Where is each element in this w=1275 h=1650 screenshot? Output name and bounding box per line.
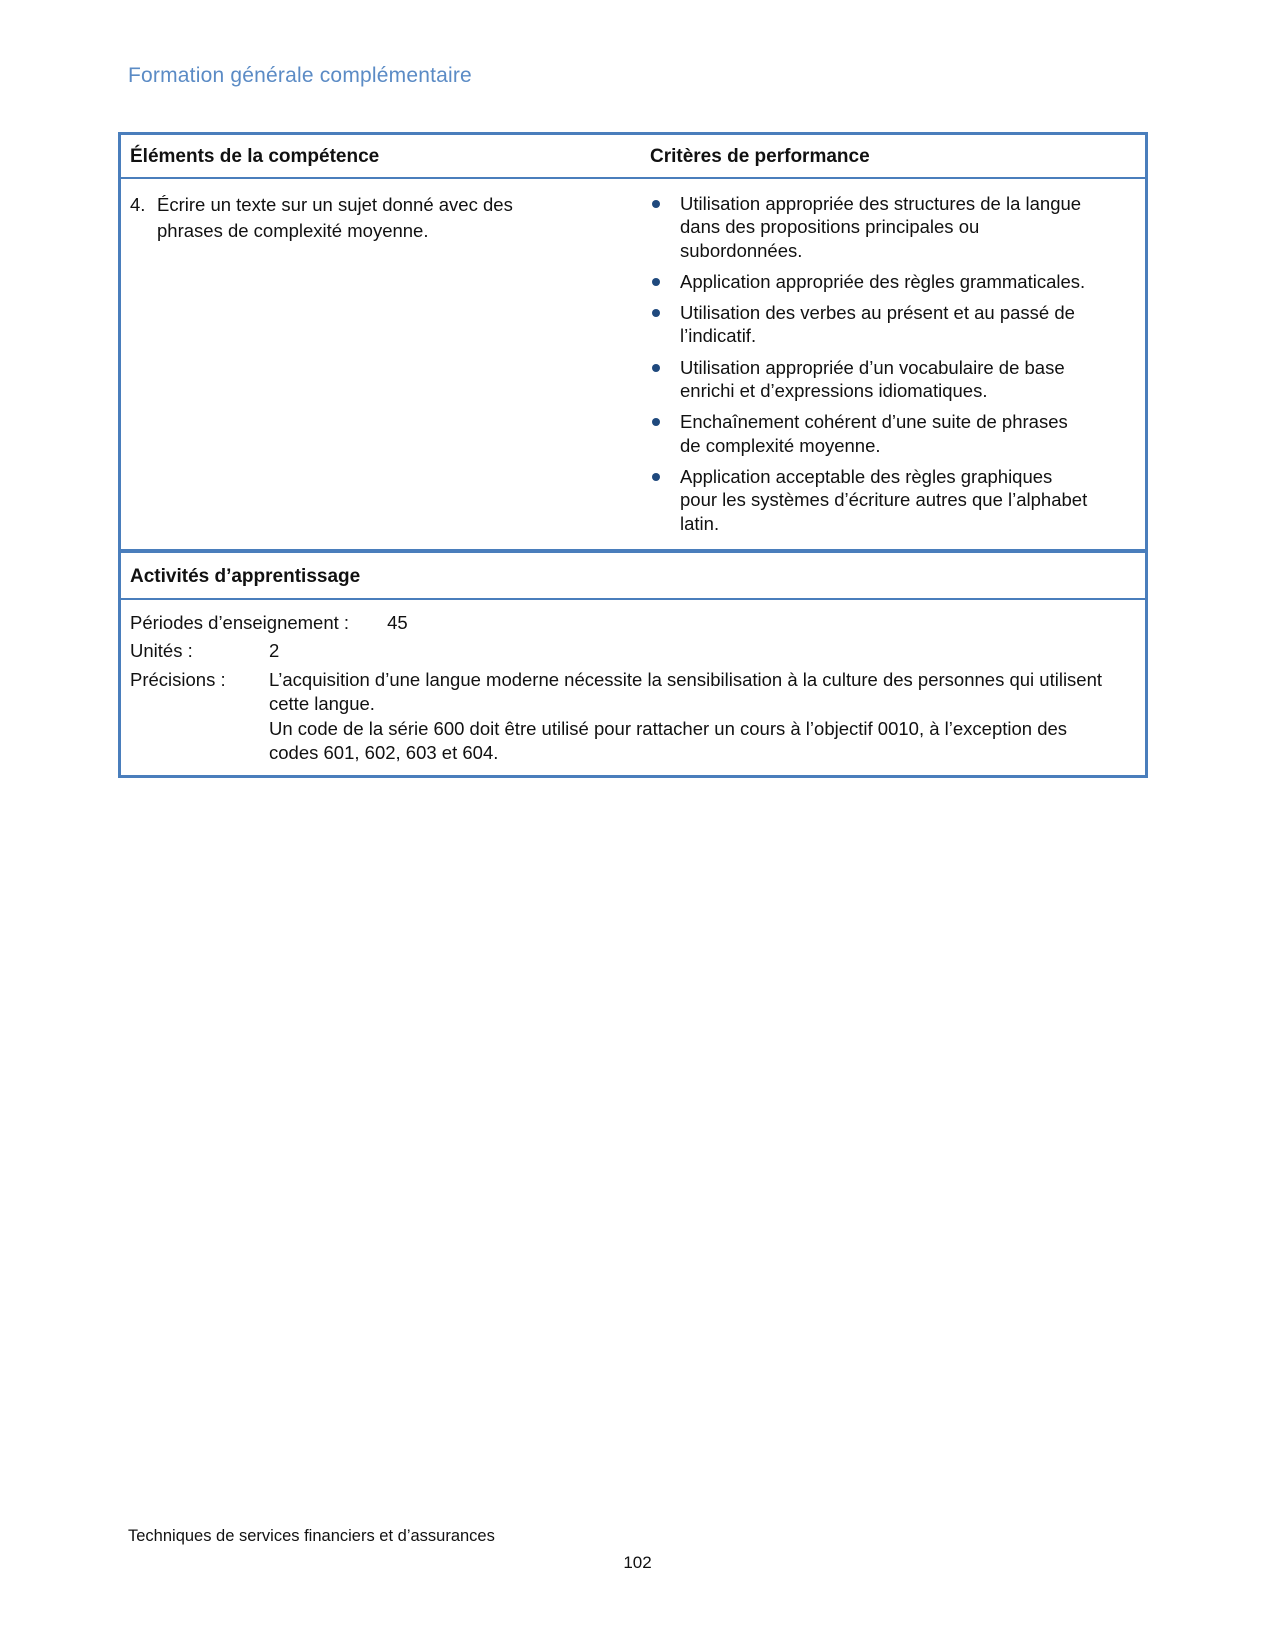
- running-header: Formation générale complémentaire: [128, 64, 472, 87]
- element-number: 4.: [130, 194, 146, 215]
- page-number: 102: [623, 1553, 652, 1572]
- precisions-paragraph-1: L’acquisition d’une langue moderne nécessite la sensibilisation à la culture des personnes qui utilisent cette langue.: [269, 668, 1103, 715]
- activities-header: Activités d’apprentissage: [121, 553, 1145, 600]
- criteria-cell: [650, 179, 1145, 549]
- bullet-icon: [650, 465, 680, 535]
- list-item: [650, 465, 1090, 535]
- activities-box: [118, 550, 1148, 778]
- list-item: [650, 192, 1090, 262]
- criterion-text: Utilisation des verbes au présent et au passé de l’indicatif.: [680, 302, 1075, 347]
- element-cell: [121, 179, 650, 549]
- criterion-text: Application acceptable des règles graphiques pour les systèmes d’écriture autres que l’alphabet latin.: [680, 465, 1088, 534]
- list-item: [650, 270, 1090, 293]
- competence-table-body-row: [121, 179, 1145, 549]
- criteria-list: [650, 192, 1090, 535]
- periods-label: Périodes d’enseignement :: [130, 612, 350, 633]
- bullet-icon: [650, 192, 680, 262]
- units-value: 2: [269, 640, 280, 662]
- precisions-paragraph-2: Un code de la série 600 doit être utilisé pour rattacher un cours à l’objectif 0010, à l’exception des codes 601, 602, 603 et 604.: [269, 717, 1068, 764]
- criterion-text: Enchaînement cohérent d’une suite de phrases de complexité moyenne.: [680, 411, 1068, 456]
- list-item: [650, 410, 1090, 457]
- list-item: [650, 356, 1090, 403]
- footer-program-title: Techniques de services financiers et d’assurances: [128, 1527, 495, 1545]
- column-header-elements: Éléments de la compétence: [130, 146, 380, 167]
- precisions-row: [130, 668, 1115, 766]
- units-label: Unités :: [130, 640, 193, 662]
- element-text: Écrire un texte sur un sujet donné avec des phrases de complexité moyenne.: [157, 194, 513, 241]
- column-header-criteria: Critères de performance: [650, 146, 870, 167]
- criterion-text: Utilisation appropriée d’un vocabulaire de base enrichi et d’expressions idiomatiques.: [680, 356, 1065, 402]
- list-item: [650, 301, 1090, 348]
- criterion-text: Application appropriée des règles grammaticales.: [680, 270, 1086, 292]
- activities-body: [121, 600, 1145, 775]
- competence-table: [118, 132, 1148, 552]
- bullet-icon: [650, 301, 680, 348]
- bullet-icon: [650, 270, 680, 293]
- bullet-icon: [650, 410, 680, 457]
- periods-value: 45: [387, 612, 408, 633]
- precisions-label: Précisions :: [130, 668, 226, 690]
- criterion-text: Utilisation appropriée des structures de la langue dans des propositions principales ou subordonnées.: [680, 193, 1082, 261]
- periods-row: [130, 611, 1115, 635]
- competence-table-header-row: [121, 135, 1145, 179]
- bullet-icon: [650, 356, 680, 403]
- units-row: [130, 639, 1115, 663]
- element-4: [130, 192, 580, 243]
- precisions-value: [269, 668, 1115, 766]
